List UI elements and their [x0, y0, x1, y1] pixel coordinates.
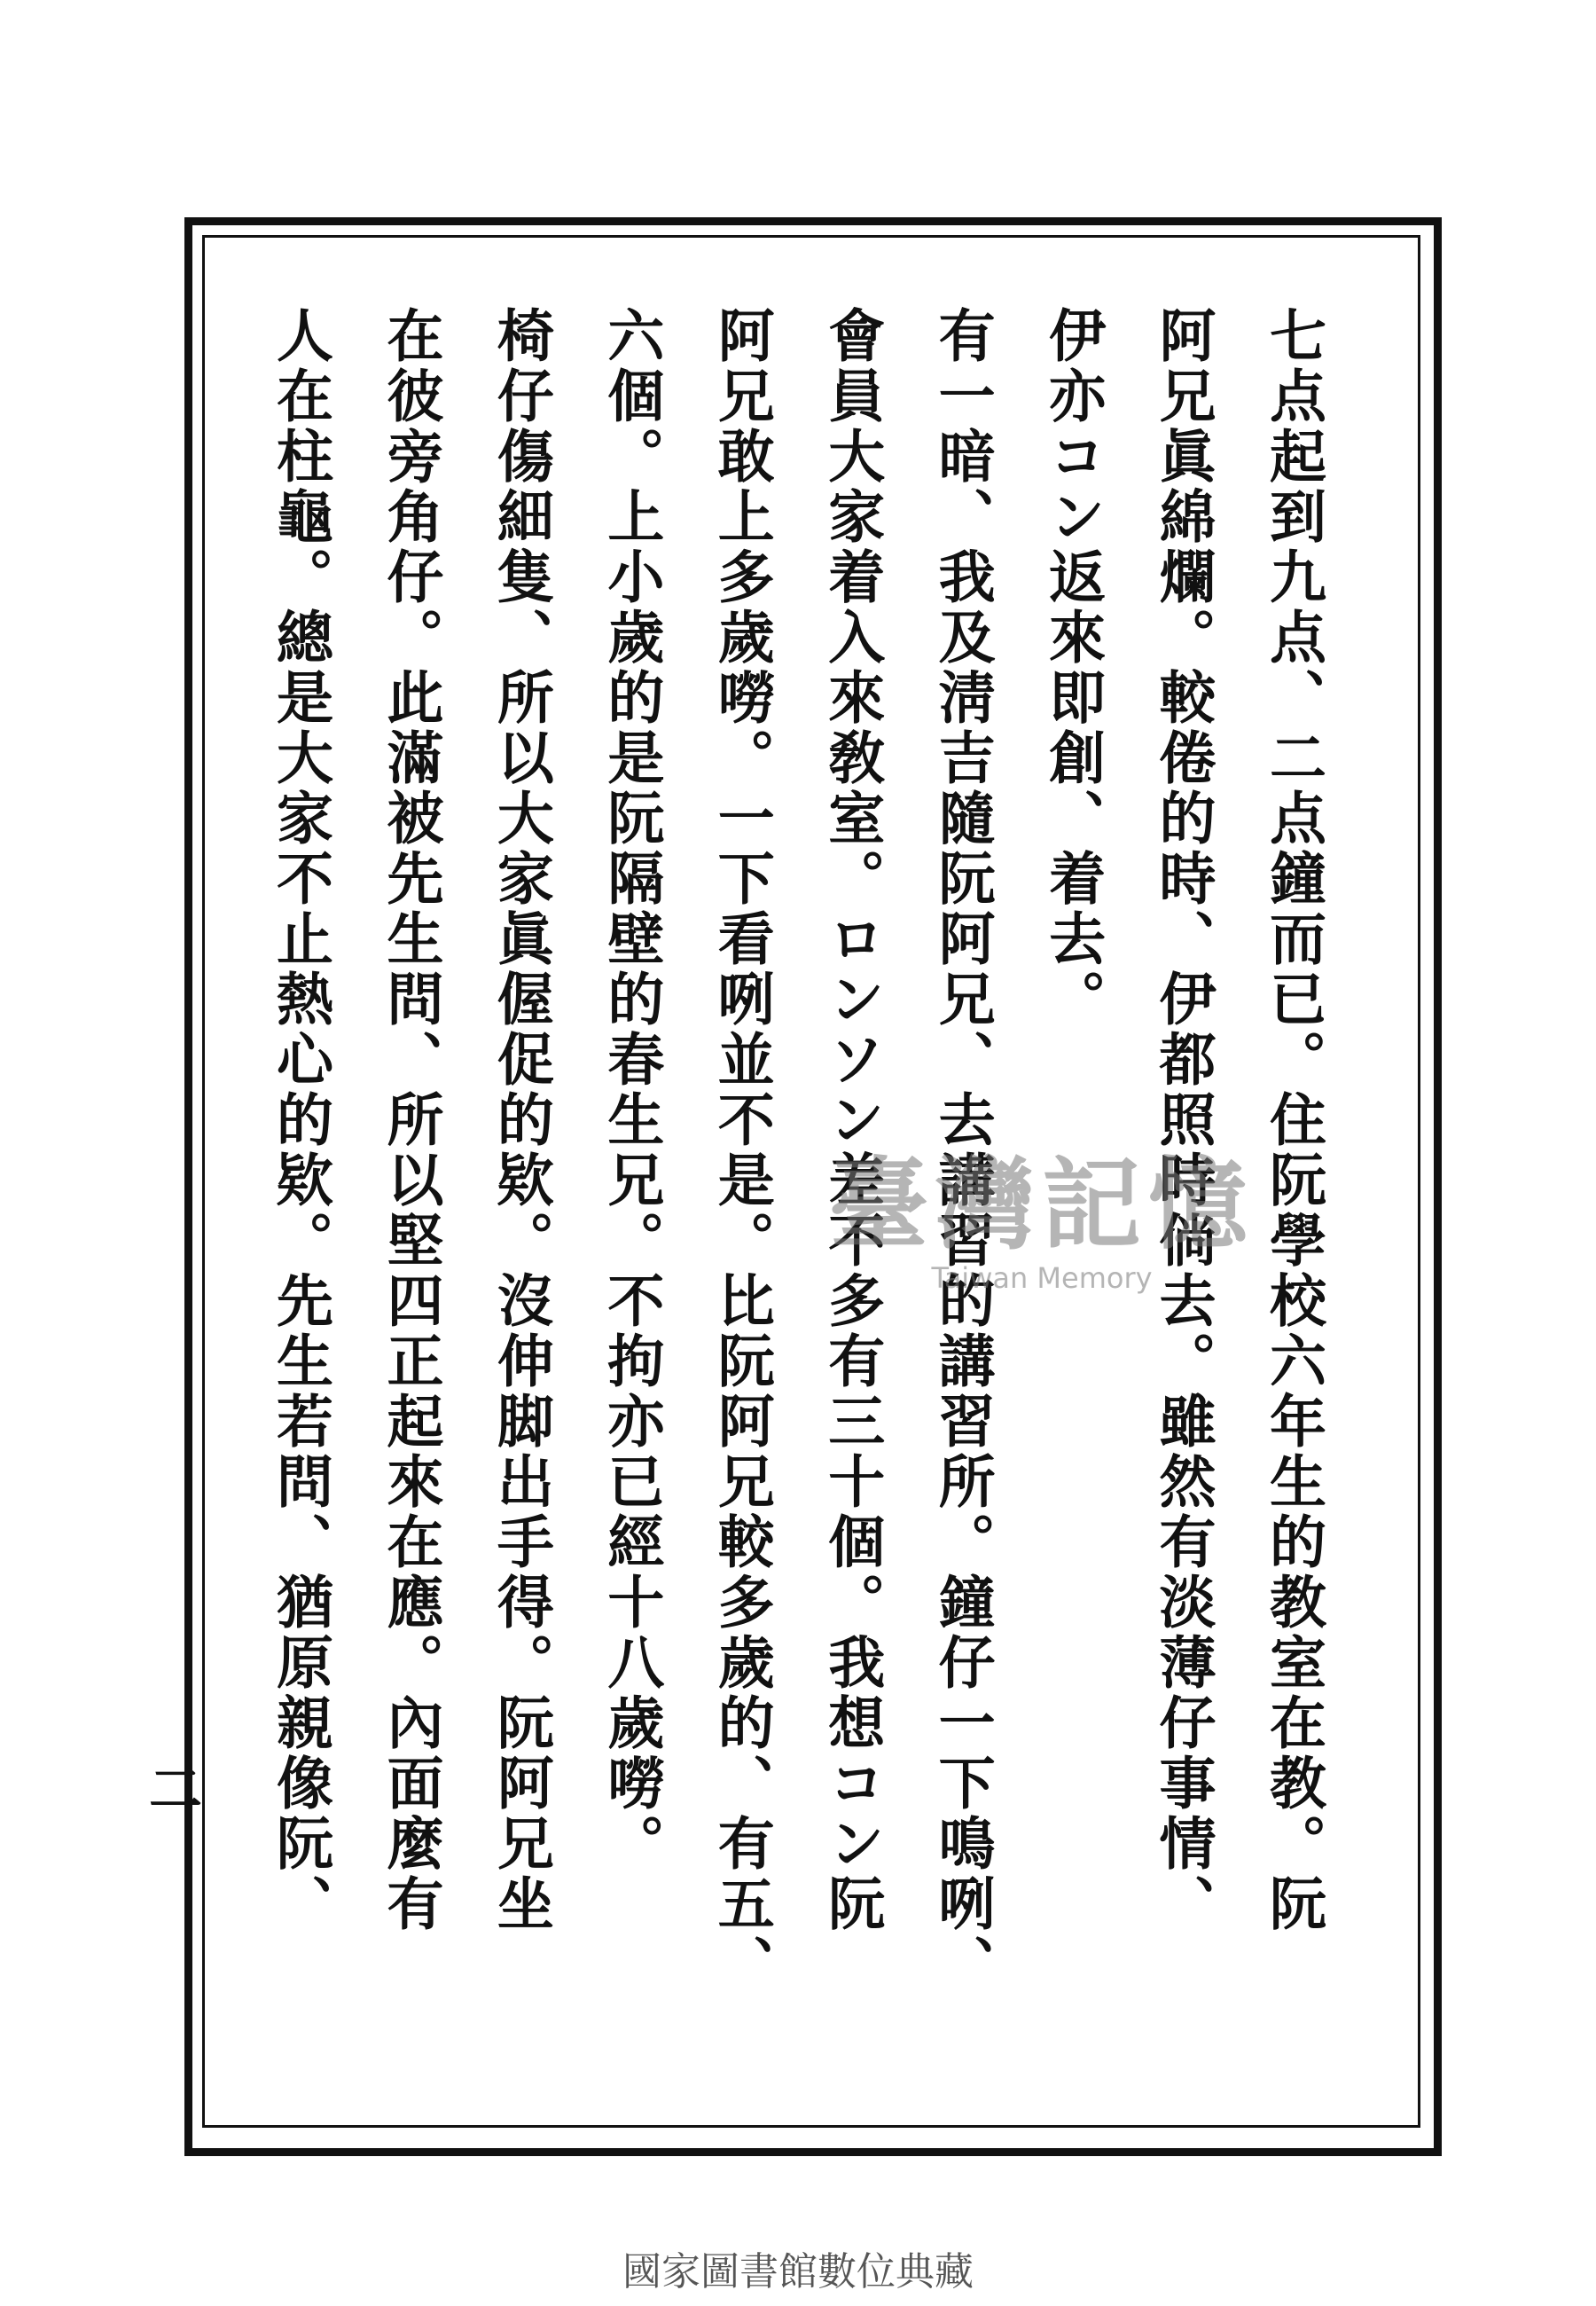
text-column: 會員大家着入來敎室。ロンソン差不多有三十個。我想コン阮	[818, 306, 886, 1934]
text-column: 椅仔傷細隻、所以大家眞偓促的欵。沒伸脚出手得。阮阿兄坐	[487, 306, 554, 1934]
watermark-chinese: 臺灣記憶	[829, 1147, 1255, 1263]
watermark-english: Taiwan Memory	[931, 1260, 1153, 1295]
text-column: 阿兄敢上多歲嘮。一下看咧並不是。比阮阿兄較多歲的、有五、	[708, 306, 775, 1995]
text-column: 伊亦コン返來即創、着去。	[1039, 306, 1107, 1030]
text-column: 有一暗、我及淸吉隨阮阿兄、去講習的講習所。鐘仔一下鳴咧、	[928, 306, 996, 1995]
text-column: 六個。上小歲的是阮隔壁的春生兄。不拘亦已經十八歲嘮。	[598, 306, 665, 1874]
page-number: 二	[140, 1761, 202, 1814]
text-column: 七点起到九点、二点鐘而已。住阮學校六年生的教室在教。阮	[1259, 306, 1326, 1934]
watermark	[794, 1147, 1290, 1313]
text-column: 在彼旁角仔。此滿被先生問、所以堅四正起來在應。內面麼有	[377, 306, 444, 1934]
footer-caption: 國家圖書館數位典藏	[622, 2249, 974, 2294]
text-column: 阿兄眞綿爛。較倦的時、伊都照時倘去。雖然有淡薄仔事情、	[1149, 306, 1217, 1934]
text-column: 人在柱龜。總是大家不止熱心的欵。先生若問、猶原親像阮、	[267, 306, 333, 1934]
